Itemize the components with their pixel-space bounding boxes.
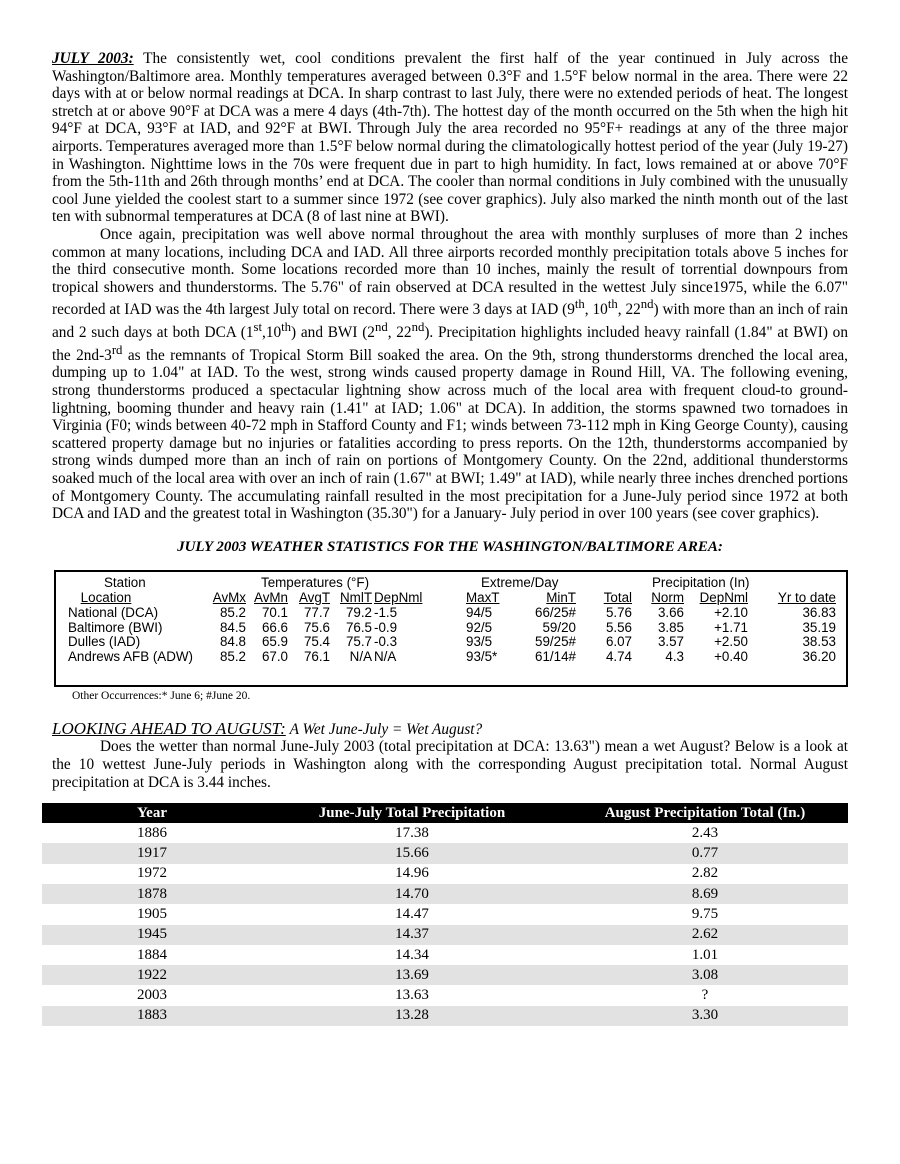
stats-cell: +1.71 (714, 619, 748, 635)
group-extreme: Extreme/Day (481, 574, 559, 590)
stats-cell: 35.19 (802, 619, 836, 635)
stats-cell: 3.66 (657, 604, 684, 620)
august-cell: 8.69 (562, 884, 848, 904)
stats-cell: 4.74 (605, 649, 632, 665)
year-cell: 1878 (42, 884, 262, 904)
table-row (42, 965, 848, 985)
superscript: nd (411, 320, 425, 334)
stats-cell: 94/5 (466, 604, 493, 620)
stats-header-cell: MaxT (466, 589, 500, 605)
superscript: th (281, 320, 292, 334)
stats-cell: 6.07 (605, 634, 632, 650)
stats-cell: 85.2 (219, 604, 246, 620)
year-cell: 1905 (137, 905, 167, 922)
table-row (42, 864, 848, 884)
july-text-1: The consistently wet, cool conditions prevalent the first half of the year continued in July across the Washington/Baltimore area. Monthly temperatures averaged between 0.3°F and 1.5°F below normal in the area. There were 22 days with at or below normal readings at DCA. In sharp contrast to last July, there were no extended periods of heat. The longest stretch at or above 90°F at DCA was a mere 4 days (4th-7th). The hottest day of the month occurred on the 5th when the high hit 94°F at DCA, 93°F at IAD, and 92°F at BWI. Through July the area recorded no 95°F+ readings at any of the three major airports. Temperatures averaged more than 1.5°F below normal during the climatologically hottest period of the year (July 19-27) in Washington. Nighttime lows in the 70s were frequent due in part to high humidity. In fact, lows remained at or above 70°F from the 5th-11th and 26th through months’ end at DCA. The cooler than normal conditions in July combined with the unusually cool June yielded the coolest start to a summer since 1972 (see cover graphics). July also marked the ninth month out of the last ten with subnormal temperatures at DCA (8 of last nine at BWI). (52, 50, 848, 226)
stats-cell: -0.9 (374, 619, 398, 635)
stats-cell: 66.6 (261, 619, 288, 635)
superscript: th (607, 297, 618, 312)
stats-header-cell: DepNml (699, 589, 748, 605)
stats-cell: 76.1 (303, 649, 330, 665)
document-page (52, 50, 848, 1026)
august-cell: 2.62 (562, 925, 848, 945)
table-row (42, 925, 848, 945)
year-cell: 1945 (42, 925, 262, 945)
stats-cell: +2.50 (714, 634, 748, 650)
august-section (52, 720, 848, 791)
stats-header-cell: NmlT (340, 589, 372, 605)
july-heading: JULY 2003: (52, 50, 134, 67)
stats-cell: 77.7 (303, 604, 330, 620)
stats-header-cell: Total (603, 589, 632, 605)
table-row (42, 884, 848, 904)
superscript: nd (640, 297, 654, 312)
august-cell: 1.01 (691, 946, 719, 963)
table-row (42, 1006, 848, 1026)
june-july-cell: 13.69 (262, 965, 562, 985)
june-july-cell: 14.96 (395, 865, 429, 882)
stats-cell: 79.2 (345, 604, 372, 620)
august-cell: 2.82 (691, 865, 719, 882)
june-july-cell: 14.70 (262, 884, 562, 904)
august-cell: ? (701, 987, 709, 1004)
august-subheading: A Wet June-July = Wet August? (289, 720, 483, 738)
stats-cell: 66/25# (535, 604, 576, 620)
stats-cell: 75.4 (303, 634, 330, 650)
stats-note: Other Occurrences:* June 6; #June 20. (72, 689, 251, 702)
group-temperatures: Temperatures (°F) (261, 574, 370, 590)
stats-cell: -1.5 (374, 604, 398, 620)
table-row (42, 945, 848, 965)
stats-cell: 75.6 (303, 619, 330, 635)
stats-header-cell: Yr to date (777, 589, 836, 605)
group-precipitation: Precipitation (In) (652, 574, 750, 590)
stats-cell: 67.0 (261, 649, 288, 665)
table-row (42, 904, 848, 924)
table-header-row (42, 803, 848, 823)
superscript: th (574, 297, 585, 312)
header-june-july: June-July Total Precipitation (262, 803, 562, 823)
stats-cell: 84.8 (219, 634, 246, 650)
stats-cell: 70.1 (261, 604, 288, 620)
stats-cell: National (DCA) (68, 604, 159, 620)
june-july-cell: 14.37 (262, 925, 562, 945)
stats-cell: 61/14# (535, 649, 576, 665)
june-july-cell: 14.47 (395, 905, 429, 922)
stats-cell: Andrews AFB (ADW) (68, 649, 194, 665)
superscript: rd (111, 342, 123, 357)
june-july-cell: 13.63 (395, 987, 429, 1004)
year-cell: 1972 (137, 865, 167, 882)
stats-cell: 36.83 (802, 604, 836, 620)
stats-cell: 5.56 (605, 619, 632, 635)
stats-cell: 76.5 (345, 619, 372, 635)
june-july-cell: 14.34 (395, 946, 429, 963)
header-year: Year (42, 803, 262, 823)
weather-stats-table (54, 570, 848, 687)
year-cell: 1886 (137, 824, 167, 841)
stats-cell: 3.85 (657, 619, 684, 635)
precip-text-e: as the remnants of Tropical Storm Bill soaked the area. On the 9th, strong thunderstorms drenched the local area, dumping up to 1.04" at IAD. To the west, strong winds caused property damage in Round Hill, VA. The following evening, strong thunderstorms produced a spectacular lightning show across much of the local area with frequent cloud-to ground-lightning, booming thunder and heavy rain (1.41" at IAD; 1.06" at DCA). In addition, the storms spawned two tornadoes in Virginia (F0; winds between 40-72 mph in Stafford County and F1; winds between 73-112 mph in King George County), causing scattered property damage but no injuries or fatalities according to press reports. On the 12th, thunderstorms accompanied by strong winds dumped more than an inch of rain on portions of Montgomery County. On the 22nd, additional thunderstorms soaked much of the local area with over an inch of rain (1.67" at BWI; 1.49" at IAD), while nearly three inches drenched portions of Montgomery County. The accumulating rainfall resulted in the most precipitation for a June-July period since 1972 at both DCA and IAD and the greatest total in Washington (35.30") for a January- July period in over 100 years (see cover graphics). (52, 346, 848, 523)
text-fragment: ,10 (262, 324, 282, 342)
august-heading: LOOKING AHEAD TO AUGUST: (52, 718, 286, 738)
stats-cell: -0.3 (374, 634, 398, 650)
stats-header-cell: AvgT (298, 589, 330, 605)
year-cell: 2003 (137, 987, 167, 1004)
stats-cell: 38.53 (802, 634, 836, 650)
july-paragraph-1 (52, 50, 848, 226)
stats-cell: 4.3 (665, 649, 684, 665)
wettest-periods-table (42, 803, 848, 1026)
stats-cell: 59/20 (542, 619, 576, 635)
august-cell: 2.43 (691, 824, 719, 841)
stats-cell: +0.40 (714, 649, 748, 665)
june-july-cell: 13.28 (262, 1006, 562, 1026)
stats-header-cell: AvMn (254, 589, 288, 605)
precip-text-d: ). Precipitation highlights included heavy rainfall (1.84" at BWI) on the 2nd-3 (52, 324, 848, 364)
year-cell: 1884 (137, 946, 167, 963)
stats-cell: N/A (374, 649, 397, 665)
stats-cell: 5.76 (605, 604, 632, 620)
stats-cell: 59/25# (535, 634, 576, 650)
stats-cell: Dulles (IAD) (68, 634, 141, 650)
superscript: st (253, 320, 262, 334)
precip-text-b: ) with more than an inch of rain and 2 such days at both DCA (1 (52, 301, 849, 342)
stats-title: JULY 2003 WEATHER STATISTICS FOR THE WASHINGTON/BALTIMORE AREA: (177, 538, 723, 555)
august-cell: 0.77 (562, 843, 848, 863)
wettest-table-body (42, 823, 848, 1026)
stats-cell: 75.7 (345, 634, 372, 650)
stats-header-cell: DepNml (374, 589, 423, 605)
july-paragraph-2 (52, 226, 848, 523)
august-cell: 9.75 (691, 905, 719, 922)
superscript: nd (374, 320, 388, 334)
year-cell: 1922 (42, 965, 262, 985)
august-cell: 3.30 (562, 1006, 848, 1026)
stats-cell: 85.2 (219, 649, 246, 665)
stats-header-cell: Norm (651, 589, 684, 605)
august-paragraph: Does the wetter than normal June-July 2003 (total precipitation at DCA: 13.63") mean a wet August? Below is a look at the 10 wettest June-July periods in Washington along with the corresponding August precipitation total. Normal August precipitation at DCA is 3.44 inches. (52, 738, 848, 791)
stats-header-cell: AvMx (212, 589, 246, 605)
table-row (42, 823, 848, 843)
stats-cell: N/A (349, 649, 372, 665)
text-fragment: , 22 (617, 301, 641, 319)
precip-text-c: ) and BWI (2 (291, 324, 375, 342)
stats-cell: Baltimore (BWI) (68, 619, 163, 635)
stats-cell: 93/5* (466, 649, 498, 665)
june-july-cell: 17.38 (395, 824, 429, 841)
stats-header-cell: MinT (546, 589, 576, 605)
stats-cell: 93/5 (466, 634, 493, 650)
august-cell: 3.08 (562, 965, 848, 985)
table-row (42, 843, 848, 863)
table-row (42, 985, 848, 1005)
stats-cell: 92/5 (466, 619, 493, 635)
june-july-cell: 15.66 (262, 843, 562, 863)
stats-cell: 65.9 (261, 634, 288, 650)
precip-text-a: Once again, precipitation was well above normal throughout the area with monthly surpluses of more than 2 inches common at many locations, including DCA and IAD. All three airports recorded monthly precipitation totals above 5 inches for the third consecutive month. Some locations recorded more than 10 inches, mainly the result of torrential downpours from tropical showers and thunderstorms. The 5.76" of rain observed at DCA resulted in the wettest July since1975, while the 6.07" recorded at IAD was the 4th largest July total on record. There were 3 days at IAD (9 (52, 225, 848, 319)
stats-cell: 36.20 (802, 649, 836, 665)
stats-header-cell: Location (80, 589, 132, 605)
text-fragment: , 10 (584, 301, 608, 319)
text-fragment: , 22 (387, 324, 412, 342)
group-station: Station (104, 574, 146, 590)
stats-cell: 3.57 (657, 634, 684, 650)
year-cell: 1883 (42, 1006, 262, 1026)
stats-cell: +2.10 (714, 604, 748, 620)
year-cell: 1917 (42, 843, 262, 863)
header-august: August Precipitation Total (In.) (562, 803, 848, 823)
stats-cell: 84.5 (219, 619, 246, 635)
